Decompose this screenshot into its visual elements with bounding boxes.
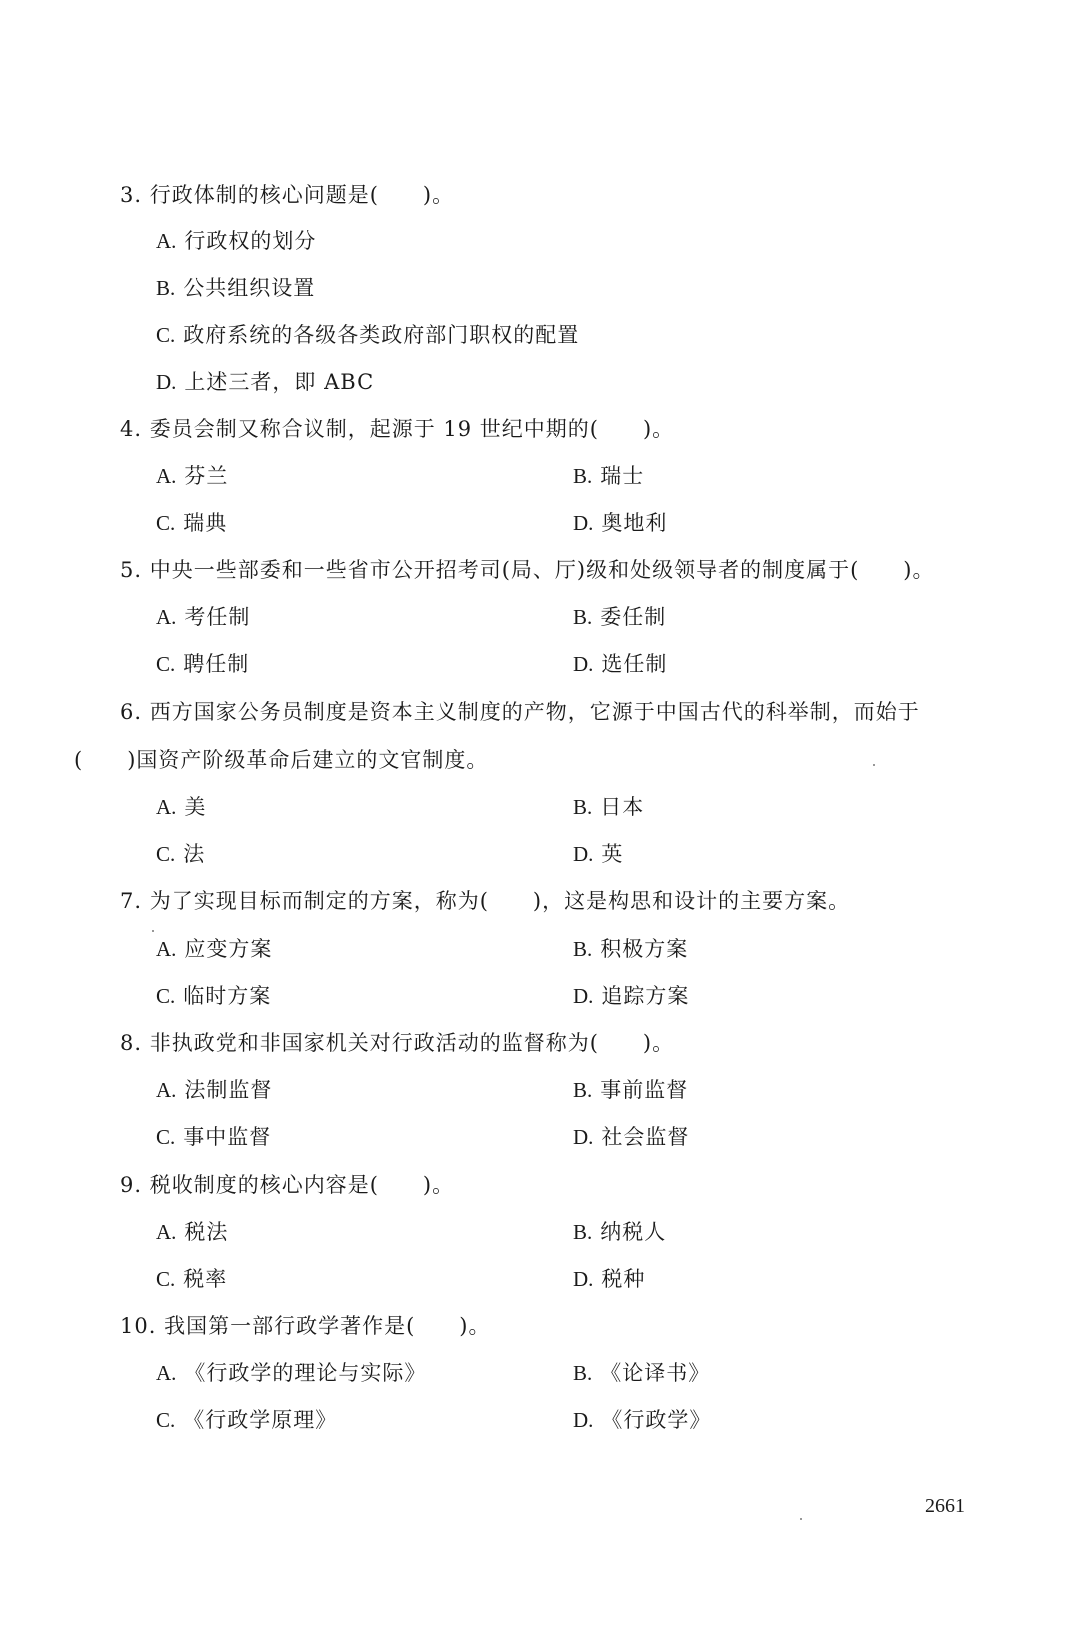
option-key: D. [573, 652, 594, 676]
question-3-option-d [156, 367, 374, 397]
question-8-option-a [156, 1075, 272, 1105]
option-text: 事中监督 [183, 1125, 272, 1149]
question-7-option-c [156, 981, 271, 1011]
question-5-option-b [573, 602, 666, 632]
option-text: 法制监督 [184, 1078, 273, 1102]
option-key: B. [573, 605, 593, 629]
option-key: C. [156, 1125, 176, 1149]
question-10-option-a [156, 1358, 426, 1388]
question-6-stem-continuation: ( )国资产阶级革命后建立的文官制度。 [74, 748, 489, 772]
question-6-option-b [573, 792, 644, 822]
question-8-option-d [573, 1122, 689, 1152]
option-text: 日本 [600, 795, 645, 819]
option-key: D. [156, 370, 177, 394]
question-8-option-c [156, 1122, 271, 1152]
option-text: 纳税人 [600, 1220, 667, 1244]
option-key: B. [573, 937, 593, 961]
question-7-stem: 7. 为了实现目标而制定的方案，称为( )，这是构思和设计的主要方案。 [120, 889, 851, 913]
question-5-option-c [156, 649, 249, 679]
option-key: C. [156, 1408, 176, 1432]
option-text: 税法 [184, 1220, 229, 1244]
page-number: 2661 [925, 1495, 965, 1517]
question-9-stem: 9. 税收制度的核心内容是( )。 [120, 1173, 455, 1197]
option-key: C. [156, 323, 176, 347]
question-10-option-d [573, 1405, 711, 1435]
question-5-option-d [573, 649, 667, 679]
option-text: 事前监督 [600, 1078, 689, 1102]
question-7-option-d [573, 981, 689, 1011]
option-text: 行政权的划分 [184, 229, 317, 253]
option-key: A. [156, 1361, 177, 1385]
scan-speck [152, 930, 154, 932]
option-key: D. [573, 1408, 594, 1432]
option-text: 瑞典 [183, 511, 228, 535]
option-key: A. [156, 795, 177, 819]
option-key: B. [573, 464, 593, 488]
option-key: A. [156, 1078, 177, 1102]
option-key: C. [156, 1267, 176, 1291]
question-7-option-b [573, 934, 688, 964]
question-6-option-a [156, 792, 206, 822]
option-text: 芬兰 [184, 464, 229, 488]
question-9-option-b [573, 1217, 666, 1247]
question-10-stem: 10. 我国第一部行政学著作是( )。 [120, 1314, 491, 1338]
option-key: A. [156, 229, 177, 253]
option-text: 追踪方案 [601, 984, 690, 1008]
option-key: D. [573, 1125, 594, 1149]
question-4-option-c [156, 508, 227, 538]
option-text: 政府系统的各级各类政府部门职权的配置 [183, 323, 580, 347]
option-text: 税率 [183, 1267, 228, 1291]
question-8-stem: 8. 非执政党和非国家机关对行政活动的监督称为( )。 [120, 1031, 675, 1055]
option-key: B. [156, 276, 176, 300]
option-key: B. [573, 1078, 593, 1102]
option-text: 考任制 [184, 605, 251, 629]
question-4-option-a [156, 461, 228, 491]
scan-speck [873, 764, 875, 766]
option-text: 聘任制 [183, 652, 250, 676]
question-4-option-b [573, 461, 644, 491]
option-key: A. [156, 464, 177, 488]
question-6-option-d [573, 839, 623, 869]
question-5-stem: 5. 中央一些部委和一些省市公开招考司(局、厅)级和处级领导者的制度属于( )。 [120, 558, 935, 582]
option-text: 公共组织设置 [183, 276, 316, 300]
option-text: 《论译书》 [600, 1361, 711, 1385]
option-text: 积极方案 [600, 937, 689, 961]
option-text: 英 [601, 842, 624, 866]
option-key: B. [573, 795, 593, 819]
scan-speck [800, 1518, 802, 1520]
option-text: 《行政学原理》 [183, 1408, 338, 1432]
question-3-option-c [156, 320, 579, 350]
question-6-option-c [156, 839, 205, 869]
option-text: 委任制 [600, 605, 667, 629]
option-key: B. [573, 1220, 593, 1244]
option-key: A. [156, 937, 177, 961]
option-key: D. [573, 1267, 594, 1291]
question-8-option-b [573, 1075, 688, 1105]
option-text: 应变方案 [184, 937, 273, 961]
option-text: 社会监督 [601, 1125, 690, 1149]
option-text: 奥地利 [601, 511, 668, 535]
option-key: C. [156, 511, 176, 535]
option-key: D. [573, 842, 594, 866]
option-key: D. [573, 511, 594, 535]
question-9-option-d [573, 1264, 645, 1294]
option-key: C. [156, 842, 176, 866]
option-key: A. [156, 1220, 177, 1244]
option-text: 《行政学的理论与实际》 [184, 1361, 427, 1385]
question-3-option-a [156, 226, 316, 256]
question-9-option-a [156, 1217, 228, 1247]
question-5-option-a [156, 602, 250, 632]
option-text: 美 [184, 795, 207, 819]
option-text: 《行政学》 [601, 1408, 712, 1432]
option-text: 瑞士 [600, 464, 645, 488]
option-text: 税种 [601, 1267, 646, 1291]
question-7-option-a [156, 934, 272, 964]
question-9-option-c [156, 1264, 227, 1294]
option-text: 法 [183, 842, 206, 866]
option-text: 选任制 [601, 652, 668, 676]
question-3-option-b [156, 273, 315, 303]
question-10-option-b [573, 1358, 710, 1388]
option-key: C. [156, 652, 176, 676]
option-key: B. [573, 1361, 593, 1385]
question-10-option-c [156, 1405, 337, 1435]
question-4-option-d [573, 508, 667, 538]
option-key: A. [156, 605, 177, 629]
question-4-stem: 4. 委员会制又称合议制，起源于 19 世纪中期的( )。 [120, 417, 675, 441]
question-6-stem: 6. 西方国家公务员制度是资本主义制度的产物，它源于中国古代的科举制，而始于 [120, 700, 920, 724]
option-text: 临时方案 [183, 984, 272, 1008]
option-key: D. [573, 984, 594, 1008]
question-3-stem: 3. 行政体制的核心问题是( )。 [120, 183, 455, 207]
option-key: C. [156, 984, 176, 1008]
option-text: 上述三者，即 ABC [184, 370, 375, 394]
